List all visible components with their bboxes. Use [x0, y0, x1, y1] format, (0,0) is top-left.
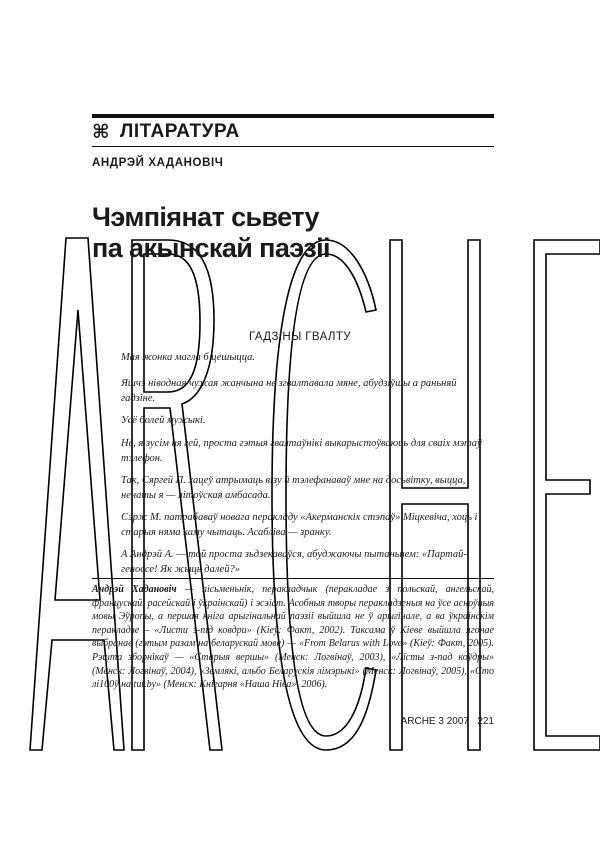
poem-stanza: А Андрэй А. — той проста зьдзекаваўся, абуджаючы пытаньнем: «Партай-геноссе! Як жыць далей?» [121, 549, 467, 575]
bio-author-name: Андрэй Хадановіч [92, 584, 177, 595]
header-bottom-rule [92, 146, 494, 147]
author-bio [92, 583, 494, 692]
poem-stanza: Яшчэ ніводная чужая жанчына не згвалтавала мяне, абудзіўшы а раньняй гадзіне. [121, 378, 457, 404]
page-number: 221 [477, 716, 494, 727]
bio-rule [92, 578, 494, 579]
journal-name: ARCHE [400, 716, 436, 727]
author-name: АНДРЭЙ ХАДАНОВІЧ [92, 157, 224, 169]
poem-title: ГАДЗІНЫ ГВАЛТУ [248, 331, 352, 343]
section-header [92, 120, 494, 144]
article-title-line-1: Чэмпіянат сьвету [92, 202, 319, 232]
bio-text: — пісьменьнік, перакладчык (перакладае з польскай, ангельскай, францускай, расейскай і ўкраінскай) і эсэіст. Асобныя творы перакладзеныя на ўсе асноўныя мовы Эўропы, а першая кніга арыгінальнай паэзіі выйшла не ў арыгінале, а ва ўкраінскім перакладзе – «Листи з-під ковдри» (Кіеў: Факт, 2002). Таксама ў Кіеве выйшла ягонае выбранае (гэтым разам на беларускай мове) — «From Belarus with Love» (Кіеў: Факт, 2005). Рэшта зборнікаў — «Старыя вершы» (Менск: Логвінаў, 2003), «Лісты з-пад коўдры» (Менск: Логвінаў, 2004), «Землякі, альбо Беларускія лімэрыкі» (Менск: Логвінаў, 2005), «Сто лі100ў на tut.by» (Менск: Кнігарня «Наша Ніва», 2006). [92, 584, 494, 691]
article-title [92, 202, 392, 264]
section-title: ЛІТАРАТУРА [120, 121, 240, 142]
page-footer [400, 716, 494, 727]
poem-stanza: Сэрж М. патрабаваў новага перакладу «Акерманскіх стэпаў» Міцкевіча, хоць і старыя няма каму чытаць. Асабліва — зранку. [121, 512, 478, 538]
article-title-line-2: па акынскай паэзіі [92, 233, 330, 263]
poem-stanza: Не, я зусім ня гей, проста гэтыя гвалтаўнікі выкарыстоўваюць для сваіх мэтаў тэлефон. [121, 438, 482, 464]
header-top-rule [92, 114, 494, 118]
issue-year: 2007 [446, 716, 469, 727]
issue-number: 3 [438, 716, 444, 727]
poem-stanza: Так, Сяргей П. хацеў атрымаць візу й тэлефанаваў мне на досьвітку, выцца, ненаты я — літоўская амбасада. [121, 475, 466, 501]
poem-stanza: Усё болей мужыкі. [121, 415, 206, 426]
poem-stanza: Мая жонка магла б цешыцца. [121, 352, 255, 363]
ornament-icon: ⌘ [92, 121, 110, 143]
